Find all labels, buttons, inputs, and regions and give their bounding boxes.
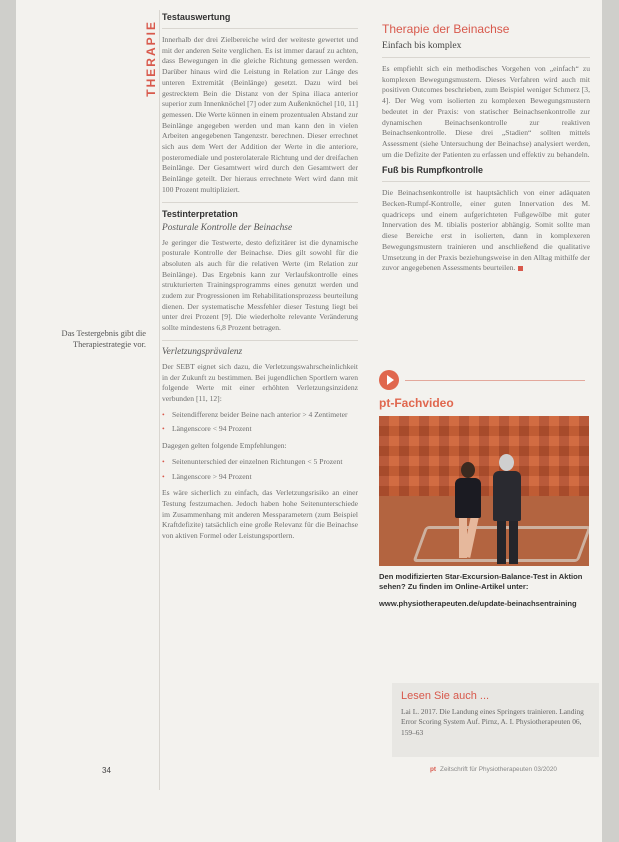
- footer-brand: pt: [430, 766, 437, 773]
- right-column: [382, 22, 590, 279]
- footer-journal: [430, 766, 557, 773]
- paragraph: Je geringer die Testwerte, desto defizitärer ist die dynamische posturale Kontrolle der Beinachse. Dies gilt sowohl für die absoluten als auch für die relativen Werte (im Relation zur Beinlänge). Das Ergebnis kann zur Verlaufskontrolle eines strukturierten Trainingsprogramms eines genutzt werden und zudem zur Progressionen im Rehabilitationsprozess beurteilung dienen. Der systematische Messfehler dieser Testung liegt bei unter drei Prozent [9]. Die wiederholte relevante Veränderung sollte mindestens 6,8 Prozent betragen.: [162, 237, 358, 333]
- paragraph: Dagegen gelten folgende Empfehlungen:: [162, 441, 287, 451]
- person-patient: [455, 478, 481, 518]
- subheading-posturale-kontrolle: Posturale Kontrolle der Beinachse: [162, 222, 293, 233]
- left-column: [162, 12, 358, 547]
- divider: [382, 181, 590, 182]
- end-mark: [518, 266, 523, 271]
- margin-note: Das Testergebnis gibt die Therapiestrategie vor.: [61, 329, 146, 349]
- column-divider: [159, 10, 160, 790]
- paragraph: Innerhalb der drei Zielbereiche wird der weiteste gewertet und mit der anderen Seite verglichen. Es ist immer darauf zu achten, dass Bewegungen in die gleiche Richtung gemessen werden. Darüber hinaus wird die Leistung in Relation zur Länge des unteren Extremität (Beinlänge) gesetzt. Dazu wird bei gestrecktem Bein die Distanz von der Spina iliaca anterior superior zum Innenknöchel [7] oder zum Außenknöchel [10, 11] gemessen. Die Werte können in einem prozentualen Abstand zur Beinlänge angegeben werden und man kann den in vielen Arbeiten angegebenen Tangenzstr. berechnen. Dieser errechnet sich aus dem Wert der Addition der Werte in die anteriore, posteromediale und posterolaterale Richtung und der dreifachen Beinlänge. Der Gesamtwert wird durch den Gesamtwert der Beinlänge geteilt. Der hieraus errechnete Wert wird dann mit 100 Prozent multipliziert.: [162, 35, 358, 194]
- person-therapist: [499, 454, 514, 471]
- person-therapist: [493, 471, 521, 521]
- lesen-reference: Lai L. 2017. Die Landung eines Springers trainieren. Landing Error Scoring System Auf. Pirnz, A. I. Physiotherapeuten 06, 159–63: [401, 707, 584, 737]
- video-caption: Den modifizierten Star-Excursion-Balance-Test in Aktion sehen? Zu finden im Online-Artikel unter:: [379, 572, 583, 592]
- paragraph: Es wäre sicherlich zu einfach, das Verletzungsrisiko an einer Testung festzumachen. Jedoch haben hohe Seitenunterschiede im Zusammenhang mit anderen Messparametern (zum Beispiel Kraftdefizite) tatsächlich eine große Relevanz für die Beinachse von aktiven Formel oder Leistungsportlern.: [162, 488, 358, 541]
- video-block: [379, 370, 589, 609]
- page-number: 34: [102, 766, 111, 775]
- person-therapist: [497, 519, 506, 564]
- person-patient: [461, 462, 475, 478]
- footer-journal-text: Zeitschrift für Physiotherapeuten 03/2020: [440, 766, 557, 773]
- list-item: • Längenscore > 94 Prozent: [162, 472, 358, 483]
- lesen-title: Lesen Sie auch ...: [401, 690, 490, 702]
- video-photo[interactable]: [379, 416, 589, 566]
- list-item: • Längenscore < 94 Prozent: [162, 424, 358, 435]
- bullet-list-1: [162, 410, 358, 435]
- heading-therapie-der-beinachse: Therapie der Beinachse: [382, 22, 510, 36]
- bullet-list-2: [162, 457, 358, 482]
- divider: [162, 202, 358, 203]
- divider: [405, 380, 585, 381]
- divider: [162, 340, 358, 341]
- paragraph-text: Die Beinachsenkontrolle ist hauptsächlich von einer adäquaten Becken-Rumpf-Kontrolle, einer guten Innervation des M. quadriceps und einem aufgerichteten Fußgewölbe mit guter Innervation des M. tibialis posterior abhängig. Somit sollte man diese Bereiche erst in isolierten, dann in komplexeren Bewegungsmustern trainieren und anschließend die qualitative Umsetzung in der Praxis beziehungsweise in den Alltag mithilfe der zuvor angegebenen Assessments beurteilen.: [382, 188, 590, 273]
- video-url-link[interactable]: www.physiotherapeuten.de/update-beinachsentraining: [379, 598, 577, 608]
- divider: [162, 28, 358, 29]
- play-icon[interactable]: [379, 370, 399, 390]
- list-item: • Seitenunterschied der einzelnen Richtungen < 5 Prozent: [162, 457, 358, 468]
- lesen-sie-auch-box: [392, 683, 599, 757]
- subheading-einfach-bis-komplex: Einfach bis komplex: [382, 40, 462, 51]
- paragraph: [382, 188, 590, 274]
- heading-fuss-bis-rumpfkontrolle: Fuß bis Rumpfkontrolle: [382, 165, 483, 176]
- heading-testauswertung: Testauswertung: [162, 12, 231, 22]
- paragraph: Es empfiehlt sich ein methodisches Vorgehen von „einfach“ zu komplexen Bewegungsmustern. Dieses Verfahren wird auch mit positiven Outcomes beschrieben, zum Beispiel weniger Schmerz [3, 4]. Der Weg vom isolierten zu komplexen Bewegungsmustern bedeutet in der Praxis: von statischer Beinachsenkontrolle zur dynamischen Beinachsenkontrolle zur reaktiven Beinachsenkontrolle. Diese drei „Stadien“ sollten mittels Assessment (siehe Untersuchung der Beinachse) analysiert werden, um die Defizite der Patienten zu erfassen und effektiv zu behandeln.: [382, 64, 590, 159]
- divider: [382, 57, 590, 58]
- page-sheet: [16, 0, 602, 842]
- section-tag: THERAPIE: [144, 20, 158, 97]
- subheading-verletzungspraevalenz: Verletzungsprävalenz: [162, 346, 243, 357]
- heading-testinterpretation: Testinterpretation: [162, 208, 238, 219]
- video-title: pt-Fachvideo: [379, 396, 454, 410]
- paragraph: Der SEBT eignet sich dazu, die Verletzungswahrscheinlichkeit in der Zukunft zu bestimmen. Bei jugendlichen Sportlern waren folgende Werte mit einer erhöhten Verletzungsinzidenz verbunden [11, 12]:: [162, 361, 358, 403]
- photo-wall-grid: [379, 416, 589, 496]
- person-therapist: [509, 519, 518, 564]
- list-item: • Seitendifferenz beider Beine nach anterior > 4 Zentimeter: [162, 410, 358, 421]
